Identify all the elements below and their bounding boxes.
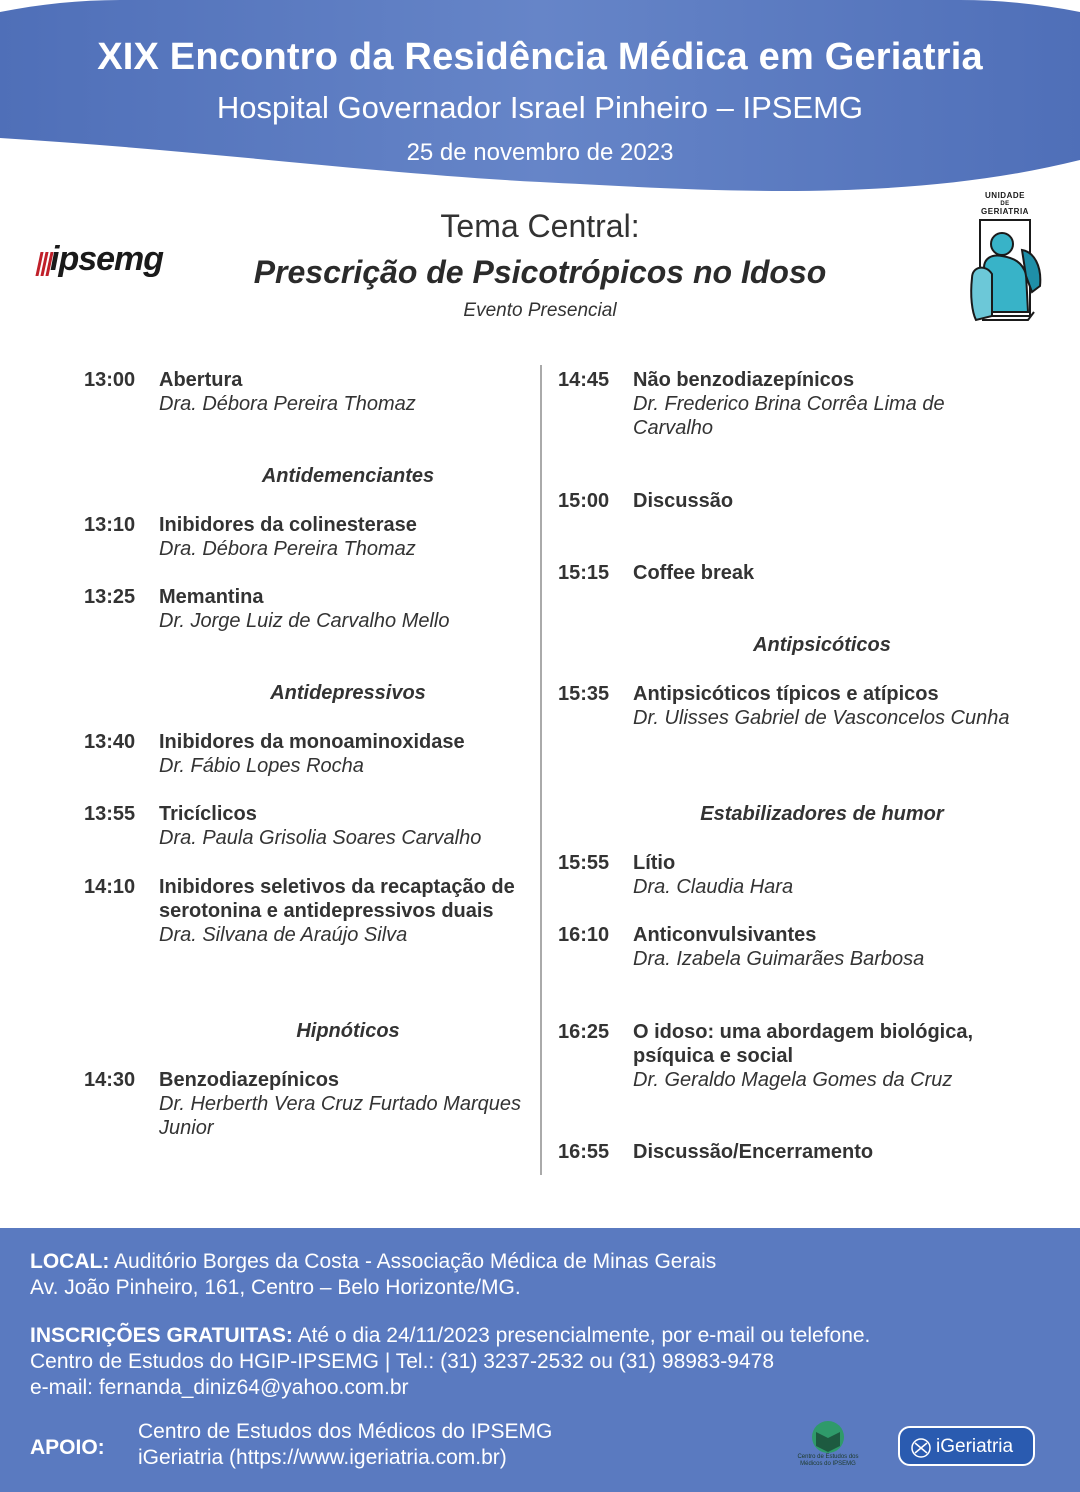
program-time: 15:15 [558,562,610,584]
program-title: Lítio [633,852,676,874]
book-globe-icon [788,1420,868,1454]
igeriatria-mark-icon [910,1437,932,1459]
theme-title: Prescrição de Psicotrópicos no Idoso [253,254,827,290]
program-speaker: Dra. Izabela Guimarães Barbosa [633,948,925,970]
program-time: 14:45 [558,369,610,391]
section-heading: Antipsicóticos [753,634,891,656]
inscricoes-label: INSCRIÇÕES GRATUITAS: [30,1324,293,1347]
centro-estudos-logo-text-2: Médicos do IPSEMG [800,1461,856,1467]
program-speaker: Dra. Débora Pereira Thomaz [159,393,416,415]
program-title: Inibidores seletivos da recaptação de serotonina e antidepressivos duais [159,876,515,922]
program-title: Inibidores da monoaminoxidase [159,731,465,753]
event-type: Evento Presencial [463,300,617,321]
igeriatria-logo [898,1426,1035,1466]
program-speaker: Dra. Paula Grisolia Soares Carvalho [159,827,482,849]
program-title: Não benzodiazepínicos [633,369,855,391]
program-speaker: Dr. Ulisses Gabriel de Vasconcelos Cunha [633,707,1010,729]
program-time: 13:55 [84,803,136,825]
program-title: Anticonvulsivantes [633,924,817,946]
contact-line: Centro de Estudos do HGIP-IPSEMG | Tel.: (31) 3237-2532 ou (31) 98983-9478 [30,1350,774,1373]
program-title: Inibidores da colinesterase [159,514,417,536]
local-address: Av. João Pinheiro, 161, Centro – Belo Horizonte/MG. [30,1276,521,1299]
email-line: e-mail: fernanda_diniz64@yahoo.com.br [30,1376,409,1399]
program-speaker: Dra. Débora Pereira Thomaz [159,538,416,560]
program-time: 13:10 [84,514,136,536]
program-time: 15:35 [558,683,610,705]
program-time: 14:30 [84,1069,136,1091]
program-time: 16:10 [558,924,610,946]
centro-estudos-logo-text-1: Centro de Estudos dos [797,1454,859,1460]
footer-band [0,1228,1080,1492]
apoio-line-1: Centro de Estudos dos Médicos do IPSEMG [138,1420,553,1443]
program-speaker: Dra. Claudia Hara [633,876,794,898]
program-speaker: Dr. Frederico Brina Corrêa Lima de Carvalho [633,393,945,439]
program-title: Abertura [159,369,243,391]
program-speaker: Dr. Jorge Luiz de Carvalho Mello [159,610,450,632]
program-title: Coffee break [633,562,755,584]
section-heading: Antidemenciantes [261,465,435,487]
program-title: Discussão [633,490,734,512]
inscricoes-line [30,1324,870,1348]
section-heading: Estabilizadores de humor [700,803,944,825]
program-speaker: Dra. Silvana de Araújo Silva [159,924,408,946]
program-time: 14:10 [84,876,136,898]
centro-estudos-logo [788,1420,868,1472]
program-speaker: Dr. Herberth Vera Cruz Furtado Marques Junior [159,1093,521,1139]
event-title: XIX Encontro da Residência Médica em Geriatria [97,36,983,78]
program-title: Benzodiazepínicos [159,1069,340,1091]
program-title: O idoso: uma abordagem biológica, psíquica e social [633,1021,974,1067]
program-speaker: Dr. Fábio Lopes Rocha [159,755,364,777]
program-time: 15:00 [558,490,610,512]
section-heading: Hipnóticos [296,1020,400,1042]
program-title: Antipsicóticos típicos e atípicos [633,683,939,705]
section-heading: Antidepressivos [270,682,426,704]
program-time: 16:25 [558,1021,610,1043]
program-time: 16:55 [558,1141,610,1163]
apoio-label: APOIO: [30,1436,105,1459]
inscricoes-text: Até o dia 24/11/2023 presencialmente, por e-mail ou telefone. [297,1324,871,1347]
program-time: 13:40 [84,731,136,753]
program-speaker: Dr. Geraldo Magela Gomes da Cruz [633,1069,953,1091]
igeriatria-wordmark: iGeriatria [936,1436,1014,1457]
header-band [0,0,1080,200]
ipsemg-wordmark: ipsemg [50,240,164,278]
program-title: Discussão/Encerramento [633,1141,874,1163]
theme-label: Tema Central: [440,208,640,244]
program-time: 13:00 [84,369,136,391]
local-label: LOCAL: [30,1250,110,1273]
program-title: Tricíclicos [159,803,257,825]
event-date: 25 de novembro de 2023 [406,139,674,166]
program-time: 15:55 [558,852,610,874]
local-venue: Auditório Borges da Costa - Associação Médica de Minas Gerais [114,1250,717,1273]
local-line-1 [30,1250,716,1274]
program-time: 13:25 [84,586,136,608]
unidade-geriatria-text: UNIDADE DE GERIATRIA [981,191,1029,216]
column-divider [540,365,542,1175]
program-title: Memantina [159,586,264,608]
hospital-subtitle: Hospital Governador Israel Pinheiro – IPSEMG [216,90,864,125]
apoio-line-2: iGeriatria (https://www.igeriatria.com.br) [138,1446,507,1469]
